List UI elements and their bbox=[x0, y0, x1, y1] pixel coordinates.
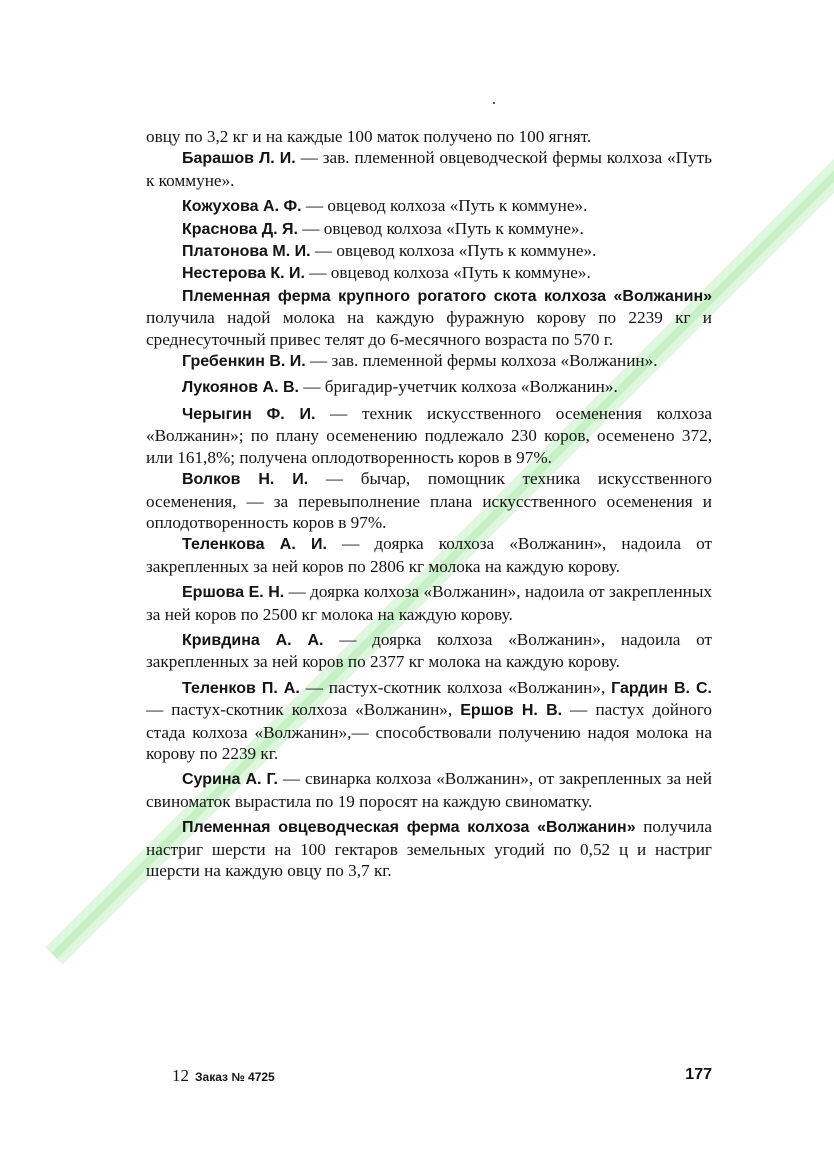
order-label: Заказ № 4725 bbox=[195, 1070, 275, 1084]
person-name: Ершов Н. В. bbox=[460, 702, 563, 720]
person-name: Ершова Е. Н. bbox=[182, 584, 285, 602]
award-entry: Краснова Д. Я. — овцевод колхоза «Путь к коммуне». bbox=[182, 218, 584, 238]
award-entry: Черыгин Ф. И. — техник искусственного осеменения колхоза «Волжанин»; по плану осеменению подлежало 230 коров, осеменено 372, или 161,8%; получена оплодотворенность коров в 97%. bbox=[146, 403, 712, 467]
person-name: Гребенкин В. И. bbox=[182, 353, 306, 371]
person-name: Барашов Л. И. bbox=[182, 150, 296, 168]
farm-name: Племенная овцеводческая ферма колхоза «Волжанин» bbox=[182, 819, 636, 837]
page-number: 177 bbox=[685, 1066, 712, 1083]
person-name: Сурина А. Г. bbox=[182, 771, 279, 789]
person-name: Лукоянов А. В. bbox=[182, 379, 299, 397]
person-name: Кривдина А. А. bbox=[182, 631, 324, 649]
award-entry: Барашов Л. И. — зав. племенной овцеводческой фермы колхоза «Путь к коммуне». bbox=[146, 148, 713, 190]
award-entry: Теленкова А. И. — доярка колхоза «Волжанин», надоила от закрепленных за ней коров по 2806 кг молока на каждую корову. bbox=[146, 534, 712, 576]
award-entry: Гребенкин В. И. — зав. племенной фермы колхоза «Волжанин». bbox=[182, 351, 658, 371]
person-name: Черыгин Ф. И. bbox=[182, 405, 316, 423]
award-entry: Нестерова К. И. — овцевод колхоза «Путь к коммуне». bbox=[182, 263, 591, 283]
award-entry: Сурина А. Г. — свинарка колхоза «Волжанин», от закрепленных за ней свиноматок вырастила по 19 поросят на каждую свиноматку. bbox=[146, 769, 712, 811]
document-body bbox=[146, 126, 712, 881]
award-entry: Ершова Е. Н. — доярка колхоза «Волжанин», надоила от закрепленных за ней коров по 2500 кг молока на каждую корову. bbox=[146, 582, 712, 624]
award-entry: Теленков П. А. — пастух-скотник колхоза «Волжанин», Гардин В. С. — пастух-скотник колхоза «Волжанин», Ершов Н. В. — пастух дойного стада колхоза «Волжанин»,— способствовали получению надоя молока на корову по 2239 кг. bbox=[146, 677, 713, 763]
person-name: Кожухова А. Ф. bbox=[182, 198, 302, 216]
person-name: Теленков П. А. bbox=[182, 679, 300, 697]
signature-number: 12 bbox=[172, 1066, 189, 1085]
person-name: Нестерова К. И. bbox=[182, 265, 305, 283]
print-speck bbox=[493, 102, 495, 104]
printer-signature bbox=[172, 1066, 275, 1086]
paragraph: овцу по 3,2 кг и на каждые 100 маток получено по 100 ягнят. bbox=[146, 127, 592, 146]
person-name: Гардин В. С. bbox=[611, 679, 713, 697]
award-entry: Племенная ферма крупного рогатого скота колхоза «Волжанин» получила надой молока на каждую фуражную корову по 2239 кг и среднесуточный привес телят до 6-месячного возраста по 570 г. bbox=[146, 287, 712, 349]
person-name: Платонова М. И. bbox=[182, 243, 311, 261]
farm-name: Племенная ферма крупного рогатого скота колхоза «Волжанин» bbox=[182, 287, 712, 305]
award-entry: Лукоянов А. В. — бригадир-учетчик колхоза «Волжанин». bbox=[182, 377, 618, 397]
award-entry: Племенная овцеводческая ферма колхоза «Волжанин» получила настриг шерсти на 100 гектаров земельных угодий по 0,52 ц и настриг шерсти на каждую овцу по 3,7 кг. bbox=[146, 817, 712, 880]
award-entry: Волков Н. И. — бычар, помощник техника искусственного осеменения, — за перевыполнение плана искусственного осеменения и оплодотворенность коров в 97%. bbox=[146, 469, 712, 532]
award-entry: Кривдина А. А. — доярка колхоза «Волжанин», надоила от закрепленных за ней коров по 2377 кг молока на каждую корову. bbox=[146, 629, 713, 672]
person-name: Теленкова А. И. bbox=[182, 536, 327, 554]
award-entry: Платонова М. И. — овцевод колхоза «Путь к коммуне». bbox=[182, 241, 597, 261]
award-entry: Кожухова А. Ф. — овцевод колхоза «Путь к коммуне». bbox=[182, 196, 588, 216]
person-name: Краснова Д. Я. bbox=[182, 220, 298, 238]
person-name: Волков Н. И. bbox=[182, 471, 309, 489]
